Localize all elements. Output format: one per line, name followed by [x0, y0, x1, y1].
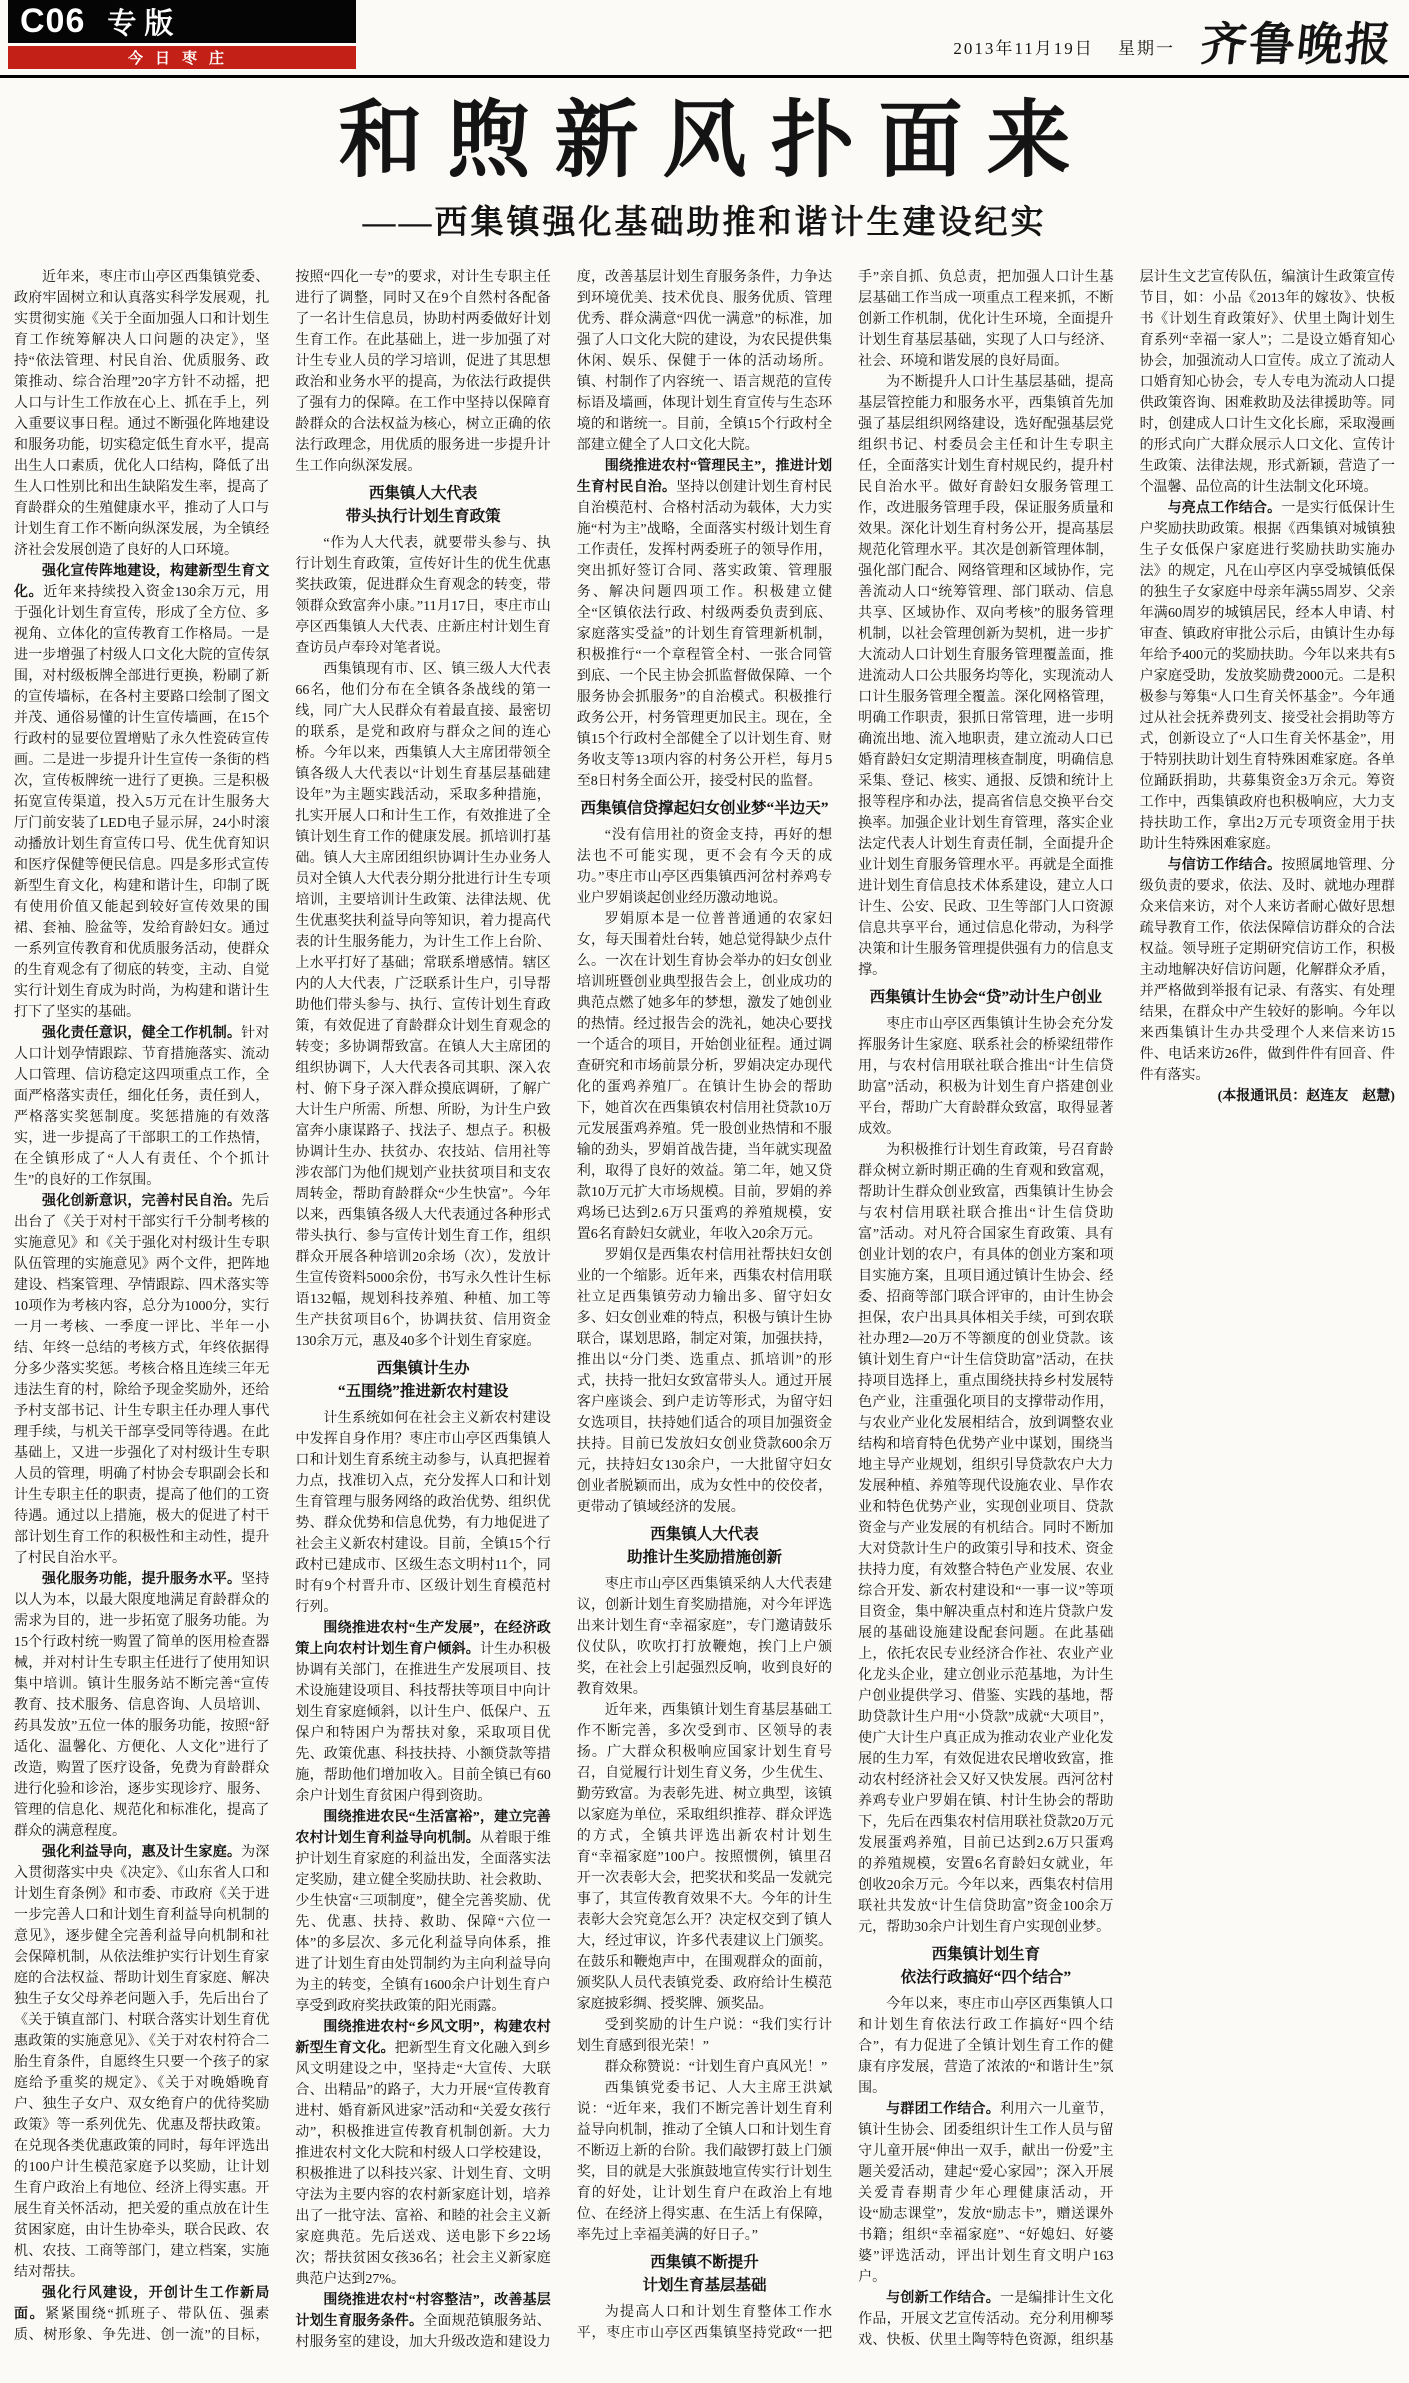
paragraph-lead: 与创新工作结合。 — [886, 2291, 1000, 2307]
article-paragraph: 为不断提升人口计生基层基础，提高基层管控能力和服务水平，西集镇首先加强了基层组织网络建设，选好配强基层党组织书记、村委员会主任和计生专职主任，全面落实计划生育村规民约，提升村民自治水平。做好育龄妇女服务管理工作，改进服务管理手段，保证服务质量和效果。深化计划生育村务公开，提高基层规范化管理水平。其次是创新管理体制，强化部门配合、网络管理和区域协作，完善流动人口“统筹管理、部门联动、信息共享、区域协作、双向考核”的服务管理机制，以社会管理创新为契机，进一步扩大流动人口计划生育服务管理覆盖面，推进流动人口公共服务均等化，实现流动人口计生服务管理全覆盖。深化网格管理，明确工作职责，狠抓日常管理，进一步明确流出地、流入地职责，建立流动人口已婚育龄妇女定期清理核查制度，明确信息采集、登记、核实、通报、反馈和统计上报等程序和办法，提高省信息交换平台交换率。加强企业计划生育管理，落实企业法定代表人计划生育责任制，全面提升企业计划生育服务管理水平。再就是全面推进计划生育信息技术体系建设，建立人口计生、公安、民政、卫生等部门人口资源信息共享平台，通过信息化带动，为科学决策和计生服务管理提供强有力的信息支撑。 — [858, 375, 1114, 979]
edition-label: 今日枣庄 — [127, 51, 236, 67]
byline: (本报通讯员：赵连友 赵慧) — [1217, 1089, 1395, 1105]
article-paragraph: 受到奖励的计生户说：“我们实行计划生育感到很光荣！” — [576, 2018, 833, 2055]
paragraph-lead: 与亮点工作结合。 — [1167, 501, 1282, 517]
article-paragraph: 近年来，枣庄市山亭区西集镇党委、政府牢固树立和认真落实科学发展观，扎实贯彻实施《关于全面加强人口和计划生育工作统筹解决人口问题的决定》，坚持“依法管理、村民自治、优质服务、政策推动、综合治理”20字方针不动摇，把人口与计生工作放在心上、抓在手上，列入重要议事日程。通过不断强化阵地建设和服务功能，切实稳定低生育水平，提高出生人口素质，优化人口结构，降低了出生人口性别比和出生缺陷发生率，提高了育龄群众的生殖健康水平，推动了人口与计划生育工作不断向纵深发展，为全镇经济社会发展创造了良好的人口环境。 — [14, 270, 270, 559]
article-paragraph: 与亮点工作结合。一是实行低保计生户奖励扶助政策。根据《西集镇对城镇独生子女低保户家庭进行奖励扶助实施办法》的规定，凡在山亭区内享受城镇低保的独生子女家庭中母亲年满55周岁、父亲年满60周岁的城镇居民，经本人申请、村审查、镇政府审批公示后，由镇计生办每年给予400元的奖励扶助。今年以来共有5户家庭受助，发放奖励费2000元。二是积极参与筹集“人口生育关怀基金”。今年通过从社会抚养费列支、接受社会捐助等方式，创新设立了“人口生育关怀基金”，用于特别扶助计划生育特殊困难家庭。各单位踊跃捐助，共募集资金3万余元。筹资工作中，西集镇政府也积极响应，大力支持扶助工作，拿出2万元专项资金用于扶助计生特殊困难家庭。 — [1139, 501, 1395, 853]
headline-subtitle: ——西集镇强化基础助推和谐计生建设纪实 — [362, 205, 1047, 242]
article-paragraph: 近年来，西集镇计划生育基层基础工作不断完善，多次受到市、区领导的表扬。广大群众积极响应国家计划生育号召，自觉履行计划生育义务，少生优生、勤劳致富。为表彰先进、树立典型，该镇以家庭为单位，采取组织推荐、群众评选的方式，全镇共评选出新农村计划生育“幸福家庭”100户。按照惯例，镇里召开一次表彰大会，把奖状和奖品一发就完事了，其宣传教育效果不大。今年的计生表彰大会究竟怎么开？决定权交到了镇人大，经过审议，许多代表建议上门颁奖。在鼓乐和鞭炮声中，在围观群众的面前，颁奖队人员代表镇党委、政府给计生模范家庭披彩绸、授奖牌、颁奖品。 — [576, 1703, 833, 2013]
page-header — [0, 0, 1409, 78]
paragraph-lead: 强化宣传阵地建设，构建新型生育文化。 — [14, 564, 270, 601]
article-paragraph: 强化创新意识，完善村民自治。先后出台了《关于对村干部实行千分制考核的实施意见》和《关于强化对村级计生专职队伍管理的实施意见》两个文件，把阵地建设、档案管理、孕情跟踪、四术落实等10项作为考核内容，总分为1000分，实行一月一考核、一季度一评比、半年一小结、年终一总结的考核方式，年终依据得分多少落实奖惩。考核合格且连续三年无违法生育的村，除给予现金奖励外，还给予村支部书记、计生专职主任办理人事代理手续，与机关干部享受同等待遇。在此基础上，又进一步强化了对村级计生专职人员的管理，明确了村协会专职副会长和计生专职主任的职责，提高了他们的工资待遇。通过以上措施，极大的促进了村干部计划生育工作的积极性和主动性，提升了村民自治水平。 — [14, 1194, 270, 1567]
article-paragraph: 群众称赞说：“计划生育户真风光！” — [604, 2060, 828, 2076]
article-columns — [14, 267, 1395, 2359]
article-paragraph: 强化行风建设，开创计生工作新局面。紧紧围绕“抓班子、带队伍、强素质、树形象、争先进、创一流”的目标，按照“四化一专”的要求，对计生专职主任进行了调整，同时又在9个自然村各配备了一名计生信息员，协助村两委做好计划生育工作。在此基础上，进一步加强了对计生专业人员的学习培训，促进了其思想政治和业务水平的提高，为依法行政提供了强有力的保障。在工作中坚持以保障育龄群众的合法权益为核心，树立正确的依法行政理念，用优质的服务进一步提升计生工作向纵深发展。 — [14, 270, 551, 2344]
headline-title: 和煦新风扑面来 — [338, 95, 1095, 188]
paragraph-lead: 围绕推进农民“生活富裕”，建立完善农村计划生育利益导向机制。 — [295, 1810, 551, 1847]
masthead-logo: 齐鲁晚报 — [1198, 17, 1396, 71]
article-paragraph: 今年以来，枣庄市山亭区西集镇人口和计划生育依法行政工作搞好“四个结合”，有力促进了全镇计划生育工作的健康有序发展，营造了浓浓的“和谐计生”氛围。 — [858, 1997, 1114, 2097]
article-paragraph: 围绕推进农村“村容整洁”，改善基层计划生育服务条件。全面规范镇服务站、村服务室的建设，加大升级改造和建设力度，改善基层计划生育服务条件，力争达到环境优美、技术优良、服务优质、管理优秀、群众满意“四优一满意”的标准，加强了人口文化大院的建设，为农民提供集休闲、娱乐、保健于一体的活动场所。镇、村制作了内容统一、语言规范的宣传标语及墙画，体现计划生育宣传与生态环境的和谐统一。目前，全镇15个行政村全部建立健全了人口文化大院。 — [295, 270, 833, 2351]
article-subhead: 西集镇计划生育 依法行政搞好“四个结合” — [900, 1946, 1072, 1987]
paragraph-lead: 围绕推进农村“村容整洁”，改善基层计划生育服务条件。 — [295, 2293, 551, 2330]
paragraph-lead: 与信访工作结合。 — [1167, 858, 1282, 874]
article-subhead: 西集镇计生协会“贷”动计生户创业 — [869, 989, 1103, 1007]
article-subhead: 西集镇人大代表 带头执行计划生育政策 — [345, 485, 501, 526]
article-subhead: 西集镇信贷撑起妇女创业梦“半边天” — [580, 800, 829, 818]
article-paragraph: 强化利益导向，惠及计生家庭。为深入贯彻落实中央《决定》、《山东省人口和计划生育条例》和市委、市政府《关于进一步完善人口和计划生育利益导向机制的意见》，逐步健全完善利益导向机制和社会保障机制，从依法维护实行计划生育家庭的合法权益、帮助计划生育家庭、解决独生子女父母养老问题入手，先后出台了《关于镇直部门、村联合落实计划生育优惠政策的实施意见》、《关于对农村符合二胎生育条件，自愿终生只要一个孩子的家庭给予重奖的规定》、《关于对晚婚晚育户、独生子女户、双女绝育户的优待奖励政策》等一系列优先、优惠及帮扶政策。在兑现各类优惠政策的同时，每年评选出的100户计生模范家庭予以奖励，让计划生育户政治上有地位、经济上得实惠。开展生育关怀活动，把关爱的重点放在计生贫困家庭，由计生协牵头，联合民政、农机、农技、工商等部门，建立档案，实施结对帮扶。 — [14, 1845, 270, 2281]
paragraph-lead: 强化责任意识，健全工作机制。 — [42, 1026, 242, 1042]
article-paragraph: 为积极推行计划生育政策，号召育龄群众树立新时期正确的生育观和致富观，帮助计生群众创业致富，西集镇计生协会与农村信用联社联合推出“计生信贷助富”活动。对凡符合国家生育政策、具有创业计划的农户，有具体的创业方案和项目实施方案，且项目通过镇计生协会、经委、招商等部门联合评审的，由计生协会担保，农户出具具体相关手续，可到农联社办理2—20万不等额度的创业贷款。该镇计划生育户“计生信贷助富”活动，在扶持项目选择上，重点围绕扶持乡村发展特色产业，注重强化项目的支撑带动作用，与农业产业化发展相结合，放到调整农业结构和培育特色优势产业中谋划，围绕当地主导产业规划，组织引导贷款农户大力发展种植、养殖等现代设施农业、旱作农业和特色优势产业，实现创业项目、贷款资金与产业发展的有机结合。同时不断加大对贷款计生户的政策引导和技术、资金扶持力度，有效整合特色产业发展、农业综合开发、新农村建设和“一事一议”等项目资金，集中解决重点村和连片贷款户发展的基础设施建设配套问题。在此基础上，依托农民专业经济合作社、农业产业化龙头企业，建立创业示范基地，为计生户创业提供学习、借鉴、实践的基地，帮助贷款计生户用“小贷款”成就“大项目”，使广大计生户真正成为推动农业产业化发展的生力军，有效促进农民增收致富，推动农村经济社会又好又快发展。西河岔村养鸡专业户罗娟在镇、村计生协会的帮助下，先后在西集农村信用联社贷款20万元发展蛋鸡养殖，目前已达到2.6万只蛋鸡的养殖规模，安置6名育龄妇女就业，年创收20余万元。今年以来，西集农村信用联社共发放“计生信贷助富”资金100余万元，帮助30余户计划生育户实现创业梦。 — [858, 1143, 1114, 1936]
article-subhead: 西集镇计生办 “五围绕”推进新农村建设 — [337, 1360, 509, 1401]
page-code-bar — [8, 0, 356, 43]
weekday: 星期一 — [1118, 39, 1175, 58]
paragraph-lead: 围绕推进农村“乡风文明”，构建农村新型生育文化。 — [295, 2020, 551, 2057]
article-paragraph: 强化宣传阵地建设，构建新型生育文化。近年来持续投入资金130余万元，用于强化计划生育宣传，形成了全方位、多视角、立体化的宣传教育工作格局。一是进一步增强了村级人口文化大院的宣传氛围，对村级板牌全部进行更换，粉刷了新的宣传墙标，在各村主要路口绘制了图文并茂、通俗易懂的计生宣传墙画，在15个行政村的显要位置增贴了永久性瓷砖宣传画。二是进一步提升计生宣传一条街的档次，宣传板牌统一进行了更换。三是积极拓宽宣传渠道，投入5万元在计生服务大厅门前安装了LED电子显示屏，24小时滚动播放计划生育宣传口号、优生优育知识和医疗保健等便民信息。四是多形式宣传新型生育文化，构建和谐计生，印制了既有使用价值又能起到较好宣传效果的围裙、套袖、脸盆等，发给育龄妇女。通过一系列宣传教育和优质服务活动，使群众的生育观念有了彻底的转变，主动、自觉实行计划生育成为时尚，为构建和谐计生打下了坚实的基础。 — [14, 564, 270, 1021]
article-paragraph: 计生系统如何在社会主义新农村建设中发挥自身作用？枣庄市山亭区西集镇人口和计划生育系统主动参与，认真把握着力点，找准切入点，充分发挥人口和计划生育管理与服务网络的政治优势、组织优势、群众优势和信息优势，有力地促进了社会主义新农村建设。目前，全镇15个行政村已建成市、区级生态文明村11个，同时有9个村晋升市、区级计划生育模范村行列。 — [295, 1411, 551, 1616]
article-subhead: 西集镇不断提升 计划生育基层基础 — [642, 2254, 767, 2295]
article-paragraph: 与群团工作结合。利用六一儿童节，镇计生协会、团委组织计生工作人员与留守儿童开展“伸出一双手，献出一份爱”主题关爱活动，建起“爱心家园”；深入开展关爱青春期青少年心理健康活动，开设“励志课堂”，发放“励志卡”，赠送课外书籍；组织“幸福家庭”、“好媳妇、好婆婆”评选活动，评出计划生育文明户163户。 — [858, 2102, 1114, 2286]
page-code: C06 — [20, 1, 86, 40]
article-subhead: 西集镇人大代表 助推计生奖励措施创新 — [626, 1526, 782, 1567]
article-paragraph: 强化服务功能，提升服务水平。坚持以人为本，以最大限度地满足育龄群众的需求为目的，进一步拓宽了服务功能。为15个行政村统一购置了简单的医用检查器械，并对村计生专职主任进行了使用知识集中培训。镇计生服务站不断完善“宣传教育、技术服务、信息咨询、人员培训、药具发放”五位一体的服务功能，按照“舒适化、温馨化、方便化、人文化”进行了改造，购置了医疗设备，免费为育龄群众进行化验和诊治，逐步实现诊疗、服务、管理的信息化、规范化和标准化，提高了群众的满意程度。 — [14, 1572, 270, 1840]
paragraph-lead: 围绕推进农村“生产发展”，在经济政策上向农村计划生育户倾斜。 — [295, 1621, 551, 1658]
paragraph-lead: 围绕推进农村“管理民主”，推进计划生育村民自治。 — [576, 459, 833, 496]
article-paragraph: 围绕推进农村“生产发展”，在经济政策上向农村计划生育户倾斜。计生办积极协调有关部门，在推进生产发展项目、技术设施建设项目、科技帮扶等项目中向计划生育家庭倾斜，以计生户、低保户、五保户和特困户为帮扶对象，采取项目优先、政策优惠、科技扶持、小额贷款等措施，帮助他们增加收入。目前全镇已有60余户计划生育贫困户得到资助。 — [295, 1621, 551, 1805]
header-right-block — [953, 17, 1396, 71]
article-paragraph: 西集镇党委书记、人大主席王洪斌说：“近年来，我们不断完善计划生育利益导向机制，推动了全镇人口和计划生育不断迈上新的台阶。我们敲锣打鼓上门颁奖，目的就是大张旗鼓地宣传实行计划生育的好处，让计划生育户在政治上有地位、在经济上得实惠、在生活上有保障，率先过上幸福美满的好日子。” — [576, 2081, 833, 2244]
article-paragraph: 为提高人口和计划生育整体工作水平，枣庄市山亭区西集镇坚持党政“一把手”亲自抓、负总责，把加强人口计生基层基础工作当成一项重点工程来抓，不断创新工作机制，优化计生环境，全面提升计划生育基层基础，实现了人口与经济、社会、环境和谐发展的良好局面。 — [576, 270, 1114, 2342]
paragraph-lead: 强化创新意识，完善村民自治。 — [42, 1194, 242, 1210]
paragraph-lead: 与群团工作结合。 — [886, 2102, 1000, 2118]
article-paragraph: 枣庄市山亭区西集镇采纳人大代表建议，创新计划生育奖励措施，对今年评选出来计划生育“幸福家庭”，专门邀请鼓乐仪仗队，吹吹打打放鞭炮，挨门上户颁奖，在社会上引起强烈反响，收到良好的教育效果。 — [576, 1577, 833, 1698]
article-paragraph: 与信访工作结合。按照属地管理、分级负责的要求，依法、及时、就地办理群众来信来访，对个人来访者耐心做好思想疏导教育工作，依法保障信访群众的合法权益。领导班子定期研究信访工作，积极主动地解决好信访问题，化解群众矛盾，并严格做到举报有记录、有落实、有处理结果，在群众中产生较好的影响。今年以来西集镇计生办共受理个人来信来访15件、电话来访26件，做到件件有回音、件件有落实。 — [1139, 858, 1395, 1084]
paragraph-lead: 强化行风建设，开创计生工作新局面。 — [14, 2286, 270, 2323]
headline-block — [0, 95, 1409, 243]
article-paragraph: “作为人大代表，就要带头参与、执行计划生育政策，宣传好计生的优生优惠奖扶政策，促进群众生育观念的转变，带领群众致富奔小康。”11月17日，枣庄市山亭区西集镇人大代表、庄新庄村计划生育查访员卢奉玲对笔者说。 — [295, 536, 551, 657]
article-paragraph: 围绕推进农村“乡风文明”，构建农村新型生育文化。把新型生育文化融入到乡风文明建设之中，坚持走“大宣传、大联合、出精品”的路子，大力开展“宣传教育进村、婚育新风进家”活动和“关爱女孩行动”，积极推进宣传教育机制创新。大力推进农村文化大院和村级人口学校建设，积极推进了以科技兴家、计划生育、文明守法为主要内容的农村新家庭计划，培养出了一批守法、富裕、和睦的社会主义新家庭典范。先后送戏、送电影下乡22场次；帮扶贫困女孩36名；社会主义新家庭典范户达到27%。 — [295, 2020, 551, 2288]
article-paragraph: 围绕推进农民“生活富裕”，建立完善农村计划生育利益导向机制。从着眼于维护计划生育家庭的利益出发，全面落实法定奖励，建立健全奖励扶助、社会救助、少生快富“三项制度”，健全完善奖励、优先、优惠、扶持、救助、保障“六位一体”的多层次、多元化利益导向体系，推进了计划生育由处罚制约为主向利益导向为主的转变，全镇有1600余户计划生育户享受到政府奖扶政策的阳光雨露。 — [295, 1810, 551, 2015]
article-paragraph: 西集镇现有市、区、镇三级人大代表66名，他们分布在全镇各条战线的第一线，同广大人民群众有着最直接、最密切的联系，是党和政府与群众之间的连心桥。今年以来，西集镇人大主席团带领全镇各级人大代表以“计划生育基层基础建设年”为主题实践活动，采取多种措施，扎实开展人口和计生工作，有效推进了全镇计划生育工作的健康发展。抓培训打基础。镇人大主席团组织协调计生办业务人员对全镇人大代表分期分批进行计生专项培训，主要培训计生政策、法律法规、优生优惠奖扶利益导向等知识，着力提高代表的计生服务能力，为计生工作上台阶、上水平打好了基础；常联系增感情。辖区内的人大代表，广泛联系计生户，引导帮助他们带头参与、执行、宣传计划生育政策，有效促进了育龄群众计划生育观念的转变；多协调帮致富。在镇人大主席团的组织协调下，人大代表各司其职、深入农村、俯下身子深入群众摸底调研，了解广大计生户所需、所想、所盼，为计生户致富奔小康谋路子、找法子、想点子。积极协调计生办、扶贫办、农技站、信用社等涉农部门为他们规划产业扶贫项目和支农周转金，帮助育龄群众“少生快富”。今年以来，西集镇各级人大代表通过各种形式带头执行、参与宣传计划生育工作，组织群众开展各种培训20余场（次），发放计生宣传资料5000余份，书写永久性计生标语132幅，规划科技养殖、种植、加工等生产扶贫项目6个，协调扶贫、信用资金130余万元，惠及40多个计划生育家庭。 — [295, 662, 551, 1350]
edition-bar — [8, 46, 356, 69]
date-text — [953, 34, 1175, 67]
article-paragraph: 罗娟仅是西集农村信用社帮扶妇女创业的一个缩影。近年来，西集农村信用联社立足西集镇劳动力输出多、留守妇女多、妇女创业难的特点，积极与镇计生协联合，谋划思路，制定对策，加强扶持，推出以“分门类、选重点、抓培训”的形式，扶持一批妇女致富带头人。通过开展客户座谈会、到户走访等形式，为留守妇女选项目，扶持她们适合的项目加强资金扶持。目前已发放妇女创业贷款600余万元，扶持妇女130余户，一大批留守妇女创业者脱颖而出，成为女性中的佼佼者，更带动了镇域经济的发展。 — [576, 1248, 833, 1516]
article-paragraph: 强化责任意识，健全工作机制。针对人口计划孕情跟踪、节育措施落实、流动人口管理、信访稳定这四项重点工作，全面严格落实责任，细化任务，责任到人，严格落实奖惩制度。奖惩措施的有效落实，进一步提高了干部职工的工作热情，在全镇形成了“人人有责任、个个抓计生”的良好的工作氛围。 — [14, 1026, 270, 1189]
article-paragraph: 围绕推进农村“管理民主”，推进计划生育村民自治。坚持以创建计划生育村民自治模范村、合格村活动为载体，大力实施“村为主”战略，全面落实村级计划生育工作责任，发挥村两委班子的领导作用，突出抓好签订合同、落实政策、管理服务、解决问题四项工作。积极建立健全“区镇依法行政、村级两委负责到底、家庭落实受益”的计划生育管理新机制，积极推行“一个章程管全村、一张合同管到底、一个民主协会抓监督做保障、一个服务协会抓服务”的自治模式。积极推行政务公开，村务管理更加民主。现在，全镇15个行政村全部健全了以计划生育、财务收支等13项内容的村务公开栏，每月5至8日村务全面公开，接受村民的监督。 — [576, 459, 833, 790]
header-left-block — [8, 0, 356, 69]
article-paragraph: 与创新工作结合。一是编排计生文化作品，开展文艺宣传活动。充分利用柳琴戏、快板、伏里土陶等特色资源，组织基层计生文艺宣传队伍，编演计生政策宣传节目，如：小品《2013年的嫁妆》、快板书《计划生育政策好》、伏里土陶计划生育系列“幸福一家人”；二是设立婚育知心协会，加强流动人口宣传。成立了流动人口婚育知心协会，专人专电为流动人口提供政策咨询、困难救助及法律援助等。同时，创建成人口计生文化长廊，采取漫画的形式向广大群众展示人口文化、宣传计生政策、法律法规，形式新颖，营造了一个温馨、品位高的计生法制文化环境。 — [858, 270, 1395, 2349]
article-paragraph: 罗娟原本是一位普普通通的农家妇女，每天围着灶台转，她总觉得缺少点什么。一次在计划生育协会举办的妇女创业培训班暨创业典型报告会上，创业成功的典范点燃了她多年的梦想，激发了她创业的热情。经过报告会的洗礼，她决心要找一个适合的项目，开始创业征程。通过调查研究和市场前景分析，罗娟决定办现代化的蛋鸡养殖厂。在镇计生协会的帮助下，她首次在西集镇农村信用社贷款10万元发展蛋鸡养殖。凭一股创业热情和不服输的劲头，罗娟首战告捷，当年就实现盈利，取得了良好的效益。第二年，她又贷款10万元扩大市场规模。目前，罗娟的养鸡场已达到2.6万只蛋鸡的养殖规模，安置6名育龄妇女就业，年收入20余万元。 — [576, 912, 833, 1243]
section-label: 专版 — [107, 7, 182, 40]
date: 2013年11月19日 — [953, 39, 1094, 58]
paragraph-lead: 强化利益导向，惠及计生家庭。 — [42, 1845, 242, 1861]
paragraph-lead: 强化服务功能，提升服务水平。 — [42, 1572, 242, 1588]
article-paragraph: 枣庄市山亭区西集镇计生协会充分发挥服务计生家庭、联系社会的桥梁纽带作用，与农村信用联社联合推出“计生信贷助富”活动，积极为计划生育户搭建创业平台，帮助广大育龄群众致富，取得显著成效。 — [858, 1017, 1114, 1138]
article-paragraph: “没有信用社的资金支持，再好的想法也不可能实现，更不会有今天的成功。”枣庄市山亭区西集镇西河岔村养鸡专业户罗娟谈起创业经历激动地说。 — [576, 828, 833, 907]
